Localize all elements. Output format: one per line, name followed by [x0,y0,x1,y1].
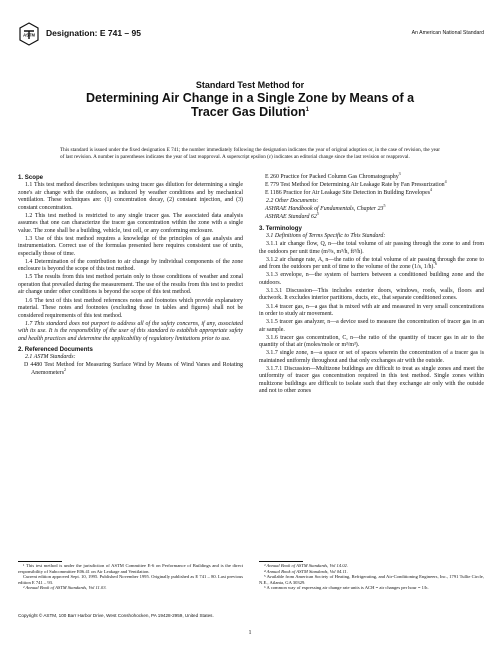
designation-label: Designation: E 741 – 95 [46,28,141,38]
title-line-2: Tracer Gas Dilution$^1$ [191,105,309,119]
page-number: 1 [248,630,252,636]
definition-3-1-6: 3.1.6 tracer gas concentration, C, n—the ratio of the quantity of tracer gas in air to the quantity of that air (moles/mole or m³/m³). [259,334,484,349]
left-column [18,174,243,378]
issuance-note: This standard is issued under the fixed designation E 741; the number immediately following the designation indicates the year of original adoption or, in the case of revision, the year of last revision. A number in parentheses indicates the year of last reapproval. A superscript epsilon (ε) indicates an editorial change since the last revision or reapproval. [60,147,440,160]
paragraph-3-1: 3.1 Definitions of Terms Specific to This Standard: [266,233,386,240]
reference-e260: E 260 Practice for Packed Column Gas Chromatography$^3$ [265,171,401,180]
footnote-3: ³ Annual Book of ASTM Standards, Vol 14.02. [264,563,348,568]
right-column [259,171,484,397]
american-national-standard-label: An American National Standard [411,30,484,36]
title-footnote-mark: 1 [305,106,309,113]
footnotes-right [259,563,484,591]
reference-e1186: E 1186 Practice for Air Leakage Site Detection in Building Envelopes$^4$ [265,187,433,197]
reference-e779: E 779 Test Method for Determining Air Leakage Rate by Fan Pressurization$^4$ [265,179,447,189]
footnote-6: ⁶ A common way of expressing air change rate units is ACH = air changes per hour = 1/h. [264,585,429,591]
paragraph-1-5: 1.5 The results from this test method pertain only to those conditions of weather and zonal operation that prevailed during the measurement. The use of the results from this test to predict air change under other conditions is beyond the scope of this test method. [18,274,243,296]
definition-3-1-2: 3.1.2 air change rate, A, n—the ratio of the total volume of air passing through the zone to and from the outdoors per unit of time to the volume of the zone (1/s, 1/h).$^6$ [259,256,484,271]
document-header [18,22,484,46]
footnote-1-edition: Current edition approved Sept. 10, 1995. Published November 1995. Originally published as E 741 – 80. Last previous edition E 741 – 93. [18,574,243,585]
footnote-5: ⁵ Available from American Society of Heating, Refrigerating, and Air-Conditioning Engineers, Inc., 1791 Tullie Circle, N.E., Atlanta, GA 30329. [259,574,484,585]
document-title [60,80,440,119]
paragraph-1-6: 1.6 The text of this test method references notes and footnotes which provide explanatory material. These notes and footnotes (excluding those in tables and figures) shall not be considered requirements of this test method. [18,297,243,319]
footnote-1: ¹ This test method is under the jurisdiction of ASTM Committee E-6 on Performance of Buildings and is the direct responsibility of Subcommittee E06.41 on Air Leakage and Ventilation. [18,563,243,574]
footnotes-left [18,563,243,591]
footnote-divider-left [18,561,62,562]
copyright-line: Copyright © ASTM, 100 Barr Harbor Drive, West Conshohocken, PA 19428-2959, United States. [18,613,214,618]
paragraph-1-4: 1.4 Determination of the contribution to air change by individual components of the zone enclosure is beyond the scope of this test method. [18,258,243,273]
paragraph-1-2: 1.2 This test method is restricted to any single tracer gas. The associated data analysis assumes that one can characterize the tracer gas concentration within the zone with a single value. The zone shall be a building, vehicle, test cell, or any conforming enclosure. [18,212,243,234]
reference-d4480: D 4480 Test Method for Measuring Surface Wind by Means of Wind Vanes and Rotating Anemometers$^2$ [24,362,243,376]
section-heading-referenced-documents: 2. Referenced Documents [18,346,93,354]
svg-text:ASTM: ASTM [23,32,35,38]
paragraph-2-1: 2.1 ASTM Standards: [25,354,76,361]
astm-logo-icon [18,22,40,46]
paragraph-1-1: 1.1 This test method describes techniques using tracer gas dilution for determining a single zone's air change with the outdoors, as induced by weather conditions and by mechanical ventilation. These techniques are: (1) concentration decay, (2) constant injection, and (3) constant concentration. [18,182,243,211]
footnote-2: ² Annual Book of ASTM Standards, Vol 11.03. [23,585,107,591]
section-heading-scope: 1. Scope [18,174,44,181]
paragraph-1-7: 1.7 This standard does not purport to address all of the safety concerns, if any, associated with its use. It is the responsibility of the user of this standard to establish appropriate safety and health practices and determine the applicability of regulatory limitations prior to use. [18,320,243,342]
definition-3-1-4: 3.1.4 tracer gas, n—a gas that is mixed with air and measured in very small concentrations in order to study air movement. [259,303,484,318]
title-line-1: Determining Air Change in a Single Zone by Means of a [85,91,415,105]
definition-3-1-5: 3.1.5 tracer gas analyzer, n—a device used to measure the concentration of tracer gas in an air sample. [259,319,484,333]
footnote-4: ⁴ Annual Book of ASTM Standards, Vol 04.11. [264,568,348,574]
discussion-3-1-7-1: 3.1.7.1 Discussion—Multizone buildings are difficult to treat as single zones and meet the uniformity of tracer gas concentration required in this test method. Single zones within multizone buildings are difficult to isolate such that they exchange air only with the outside and not to other zones [259,365,484,395]
standard-kind: Standard Test Method for [195,80,305,90]
definition-3-1-7: 3.1.7 single zone, n—a space or set of spaces wherein the concentration of a tracer gas is maintained uniformly throughout and that only exchanges air with the outside. [259,350,484,364]
discussion-3-1-3-1: 3.1.3.1 Discussion—This includes exterior doors, windows, roofs, walls, floors and ductwork. It excludes interior partitions, ducts, etc., that separate conditioned zones. [259,287,484,302]
paragraph-1-3: 1.3 Use of this test method requires a knowledge of the principles of gas analysis and instrumentation. Correct use of the formulas presented here requires consistent use of units, especially those of time. [18,235,243,257]
definition-3-1-3: 3.1.3 envelope, n—the system of barriers between a conditioned building zone and the outdoors. [259,272,484,286]
section-heading-terminology: 3. Terminology [259,224,302,232]
paragraph-2-2: 2.2 Other Documents: [266,198,319,205]
reference-ashrae-standard-62: ASHRAE Standard $62^5$ [265,211,319,221]
footnote-divider-right [259,561,303,562]
definition-3-1-1: 3.1.1 air change flow, Q, n—the total volume of air passing through the zone to and from the outdoors per unit time (m³/s, m³/h, ft³/h). [259,241,484,255]
reference-ashrae-handbook: ASHRAE Handbook of Fundamentals, Chapter $23^5$ [265,203,386,213]
